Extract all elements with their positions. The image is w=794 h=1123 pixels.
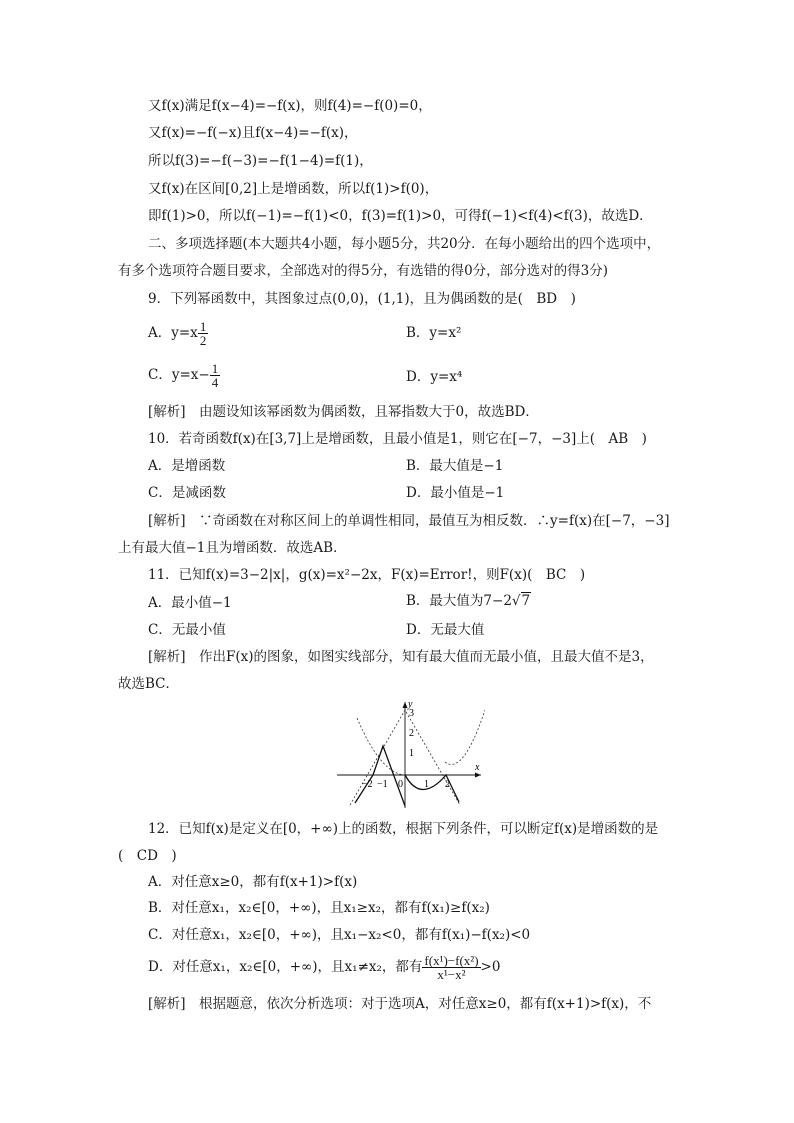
- q11-option-b-radicand: 7: [521, 593, 531, 609]
- text-line-3: 所以f(3)=−f(−3)=−f(1−4)=f(1)，: [148, 153, 373, 169]
- q10-analysis-tag: [解析]: [148, 513, 186, 529]
- function-graph: [335, 698, 485, 810]
- q9-option-d: D．y=x⁴: [406, 369, 463, 385]
- q11-option-c: C．无最小值: [148, 622, 226, 638]
- q10-option-c: C．是减函数: [148, 485, 226, 501]
- q9-analysis-text: 由题设知该幂函数为偶函数，且幂指数大于0，故选BD．: [185, 404, 539, 420]
- q12-option-d-text: D．对任意x₁，x₂∈[0，+∞)，且x₁≠x₂，都有: [148, 959, 423, 975]
- q12-option-d-den: x¹−x²: [437, 967, 466, 982]
- q10-analysis-line2: 上有最大值−1且为增函数．故选AB．: [118, 540, 347, 556]
- dashed-curve-g-right: [445, 710, 485, 764]
- q9-option-c-den: 4: [211, 375, 219, 390]
- y-axis-arrow-icon: [403, 702, 408, 708]
- q10-stem: 10．若奇函数f(x)在[3,7]上是增函数，且最小值是1，则它在[−7，−3]上( AB ): [148, 431, 647, 447]
- section-2-heading-line1: 二、多项选择题(本大题共4小题，每小题5分，共20分．在每小题给出的四个选项中，: [148, 236, 661, 252]
- text-line-2: 又f(x)=−f(−x)且f(x−4)=−f(x)，: [148, 125, 358, 141]
- y-axis-label: y: [408, 699, 413, 710]
- q9-option-c-text: C．y=x−: [148, 367, 210, 383]
- q9-option-c-fraction: [210, 362, 221, 389]
- section-2-heading-line2: 有多个选项符合题目要求，全部选对的得5分，有选错的得0分，部分选对的得3分): [118, 263, 609, 279]
- q10-option-d: D．最小值是−1: [406, 485, 505, 501]
- x-axis-label: x: [475, 762, 480, 773]
- q12-analysis-text: 根据题意，依次分析选项：对于选项A，对任意x≥0，都有f(x+1)>f(x)，不: [185, 996, 652, 1012]
- q9-option-b: B．y=x²: [406, 325, 462, 341]
- text-line-1: 又f(x)满足f(x−4)=−f(x)，则f(4)=−f(0)=0，: [148, 98, 432, 114]
- x-tick-label: 1: [424, 779, 429, 790]
- q12-stem-line1: 12．已知f(x)是定义在[0，+∞)上的函数，根据下列条件，可以断定f(x)是增函数的是: [148, 821, 659, 837]
- q10-option-b: B．最大值是−1: [406, 458, 504, 474]
- x-axis-arrow-icon: [475, 773, 481, 778]
- q9-analysis: [148, 403, 539, 421]
- q11-analysis-line2: 故选BC．: [118, 676, 180, 692]
- q11-option-d: D．无最大值: [406, 622, 485, 638]
- q11-stem: 11．已知f(x)=3−2|x|，g(x)=x²−2x，F(x)=Error!，则F(x)( BC ): [148, 567, 586, 583]
- text-line-4: 又f(x)在区间[0,2]上是增函数，所以f(1)>f(0)，: [148, 181, 439, 197]
- q12-option-d-tail: >0: [480, 959, 501, 975]
- q9-option-a-den: 2: [199, 333, 207, 348]
- q11-analysis-text: 作出F(x)的图象，如图实线部分，知有最大值而无最小值，且最大值不是3，: [185, 649, 654, 665]
- x-tick-label: 0: [398, 779, 403, 790]
- q12-option-d-num: f(x¹)−f(x²): [424, 953, 479, 968]
- q10-analysis-text: ∵奇函数在对称区间上的单调性相同，最值互为相反数．∴y=f(x)在[−7，−3]: [185, 513, 670, 529]
- q11-option-b-text: B．最大值为7−2: [406, 593, 512, 609]
- y-tick-label: 2: [409, 728, 414, 739]
- q11-analysis-line1: [148, 648, 654, 666]
- solid-curve-F-left: [355, 746, 405, 806]
- sqrt-icon: √: [511, 593, 521, 609]
- x-tick-label: −1: [377, 779, 388, 790]
- q9-option-a-num: 1: [199, 319, 207, 334]
- q12-option-b: B．对任意x₁，x₂∈[0，+∞)，且x₁≥x₂，都有f(x₁)≥f(x₂): [148, 900, 490, 916]
- text-line-5: 即f(1)>0，所以f(−1)=−f(1)<0，f(3)=f(1)>0，可得f(−1)<f(4)<f(3)，故选D．: [148, 208, 653, 224]
- q12-analysis: [148, 995, 651, 1013]
- q9-option-c-num: 1: [211, 361, 219, 376]
- q10-option-a: A．是增函数: [148, 458, 226, 474]
- q11-option-a: A．最小值−1: [148, 595, 232, 611]
- q12-option-c: C．对任意x₁，x₂∈[0，+∞)，且x₁−x₂<0，都有f(x₁)−f(x₂)<0: [148, 927, 531, 943]
- q9-option-c: [148, 362, 220, 389]
- q9-analysis-tag: [解析]: [148, 404, 186, 420]
- q11-option-b: [406, 592, 531, 610]
- y-tick-label: 3: [409, 708, 414, 719]
- q10-analysis-line1: [148, 512, 669, 530]
- q12-option-d-fraction: [422, 954, 480, 981]
- q12-stem-line2: ( CD ): [118, 848, 177, 864]
- q12-analysis-tag: [解析]: [148, 996, 186, 1012]
- q12-option-d: [148, 954, 500, 981]
- q11-analysis-tag: [解析]: [148, 649, 186, 665]
- q12-option-a: A．对任意x≥0，都有f(x+1)>f(x): [148, 874, 358, 890]
- q9-stem: 9．下列幂函数中，其图象过点(0,0)，(1,1)，且为偶函数的是( BD ): [148, 291, 576, 307]
- dashed-curve-g-left: [357, 718, 405, 775]
- q9-option-a-fraction: [198, 320, 209, 347]
- x-tick-label: −2: [362, 779, 373, 790]
- y-tick-label: 1: [409, 748, 414, 759]
- q9-option-a: [148, 320, 208, 347]
- x-tick-label: 2: [445, 779, 450, 790]
- q9-option-a-text: A．y=x: [148, 325, 198, 341]
